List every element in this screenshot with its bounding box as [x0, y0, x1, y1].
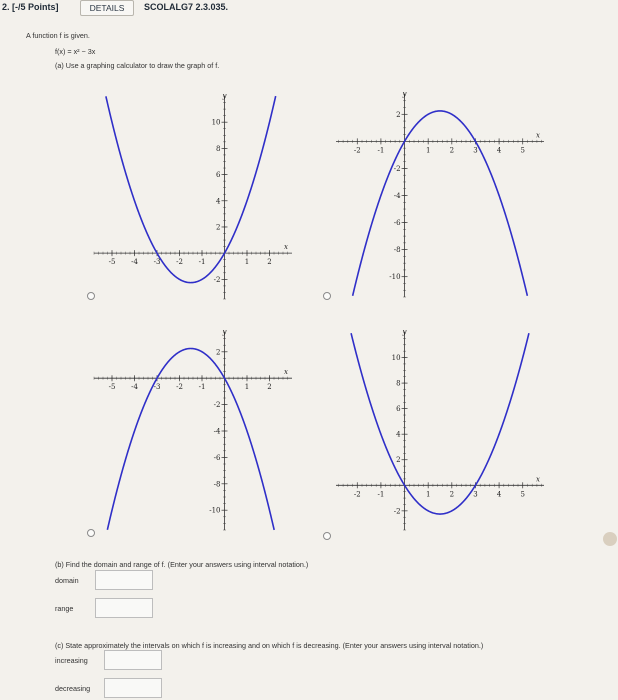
- function-curve: [106, 96, 276, 283]
- y-tick-label: 4: [216, 197, 221, 206]
- y-tick-label: -2: [213, 401, 221, 410]
- y-tick-label: -8: [213, 480, 221, 489]
- function-definition: f(x) = x² − 3x: [55, 47, 96, 56]
- y-tick-label: 2: [396, 110, 401, 119]
- x-tick-label: 1: [244, 383, 250, 392]
- decreasing-input[interactable]: [104, 678, 162, 698]
- x-tick-label: -4: [131, 383, 138, 392]
- part-c-instructions: (c) State approximately the intervals on which f is increasing and on which f is decreasing. (Enter your answers using interval notation.): [55, 641, 484, 650]
- graph-option-3-radio[interactable]: [87, 529, 95, 537]
- x-tick-label: -2: [353, 146, 361, 155]
- x-tick-label: -5: [108, 383, 116, 392]
- domain-label: domain: [55, 576, 79, 585]
- y-tick-label: 2: [216, 348, 221, 357]
- range-input[interactable]: [95, 598, 153, 618]
- graph-option-4: [330, 326, 550, 536]
- x-tick-label: 1: [244, 258, 250, 267]
- scroll-indicator[interactable]: [603, 532, 617, 546]
- problem-intro: A function f is given.: [26, 31, 90, 40]
- x-tick-label: 4: [496, 490, 502, 499]
- y-tick-label: 8: [396, 379, 401, 388]
- increasing-input[interactable]: [104, 650, 162, 670]
- details-button[interactable]: DETAILS: [80, 0, 134, 16]
- x-tick-label: -4: [131, 258, 138, 267]
- x-axis-label: x: [284, 368, 288, 377]
- graph-option-2-radio[interactable]: [323, 292, 331, 300]
- x-tick-label: 1: [425, 146, 431, 155]
- assignment-code: SCOLALG7 2.3.035.: [144, 2, 229, 12]
- x-tick-label: 2: [267, 383, 272, 392]
- x-tick-label: -1: [198, 258, 206, 267]
- y-tick-label: 2: [216, 223, 221, 232]
- x-tick-label: 2: [449, 146, 455, 155]
- question-number-value: 2.: [2, 2, 10, 12]
- x-tick-label: -3: [153, 258, 161, 267]
- y-tick-label: -6: [393, 219, 401, 228]
- y-tick-label: 4: [396, 430, 401, 439]
- question-header: [0, 0, 618, 16]
- y-tick-label: -4: [393, 192, 401, 200]
- x-tick-label: 4: [496, 146, 502, 155]
- y-tick-label: -10: [209, 506, 221, 515]
- y-axis-label: y: [402, 90, 407, 98]
- part-a-instructions: (a) Use a graphing calculator to draw the graph of f.: [55, 61, 220, 70]
- y-tick-label: 8: [216, 144, 221, 153]
- x-tick-label: -2: [176, 383, 183, 392]
- x-tick-label: -1: [198, 383, 206, 392]
- x-tick-label: -5: [108, 258, 116, 267]
- y-tick-label: -2: [393, 507, 401, 516]
- y-axis-label: y: [402, 328, 407, 336]
- graph-option-1: [88, 90, 298, 305]
- question-number: [2, 2, 59, 12]
- y-axis-label: y: [222, 92, 227, 100]
- domain-input[interactable]: [95, 570, 153, 590]
- y-tick-label: -2: [393, 164, 401, 173]
- increasing-label: increasing: [55, 656, 88, 665]
- range-label: range: [55, 604, 74, 613]
- y-tick-label: 6: [216, 171, 221, 180]
- function-curve: [353, 111, 528, 296]
- graph-option-2: [330, 88, 550, 303]
- y-tick-label: -10: [389, 273, 401, 282]
- y-tick-label: 10: [391, 354, 401, 363]
- x-tick-label: 2: [267, 258, 272, 267]
- decreasing-label: decreasing: [55, 684, 91, 693]
- y-tick-label: 2: [396, 456, 401, 465]
- y-tick-label: -2: [213, 275, 221, 284]
- part-b-instructions: (b) Find the domain and range of f. (Enter your answers using interval notation.): [55, 560, 309, 569]
- x-axis-label: x: [536, 475, 540, 484]
- y-tick-label: -4: [213, 427, 221, 436]
- y-tick-label: 10: [211, 118, 221, 127]
- x-tick-label: -2: [353, 490, 361, 499]
- x-axis-label: x: [536, 131, 540, 140]
- points-label: [-/5 Points]: [12, 2, 59, 12]
- x-tick-label: -3: [153, 383, 161, 392]
- y-axis-label: y: [222, 328, 227, 336]
- x-tick-label: 2: [449, 490, 455, 499]
- x-axis-label: x: [284, 243, 288, 252]
- x-tick-label: 1: [425, 490, 431, 499]
- x-tick-label: 5: [520, 490, 525, 499]
- x-tick-label: 5: [520, 146, 525, 155]
- x-tick-label: 3: [473, 490, 478, 499]
- x-tick-label: -1: [377, 146, 385, 155]
- y-tick-label: -6: [213, 453, 221, 462]
- y-tick-label: -8: [393, 246, 401, 255]
- function-curve: [351, 333, 529, 514]
- graph-option-4-radio[interactable]: [323, 532, 331, 540]
- graph-option-1-radio[interactable]: [87, 292, 95, 300]
- function-curve: [107, 349, 274, 530]
- y-tick-label: 6: [396, 405, 401, 414]
- x-tick-label: -1: [377, 490, 385, 499]
- x-tick-label: 3: [473, 146, 478, 155]
- graph-option-3: [88, 326, 298, 536]
- x-tick-label: -2: [176, 258, 183, 267]
